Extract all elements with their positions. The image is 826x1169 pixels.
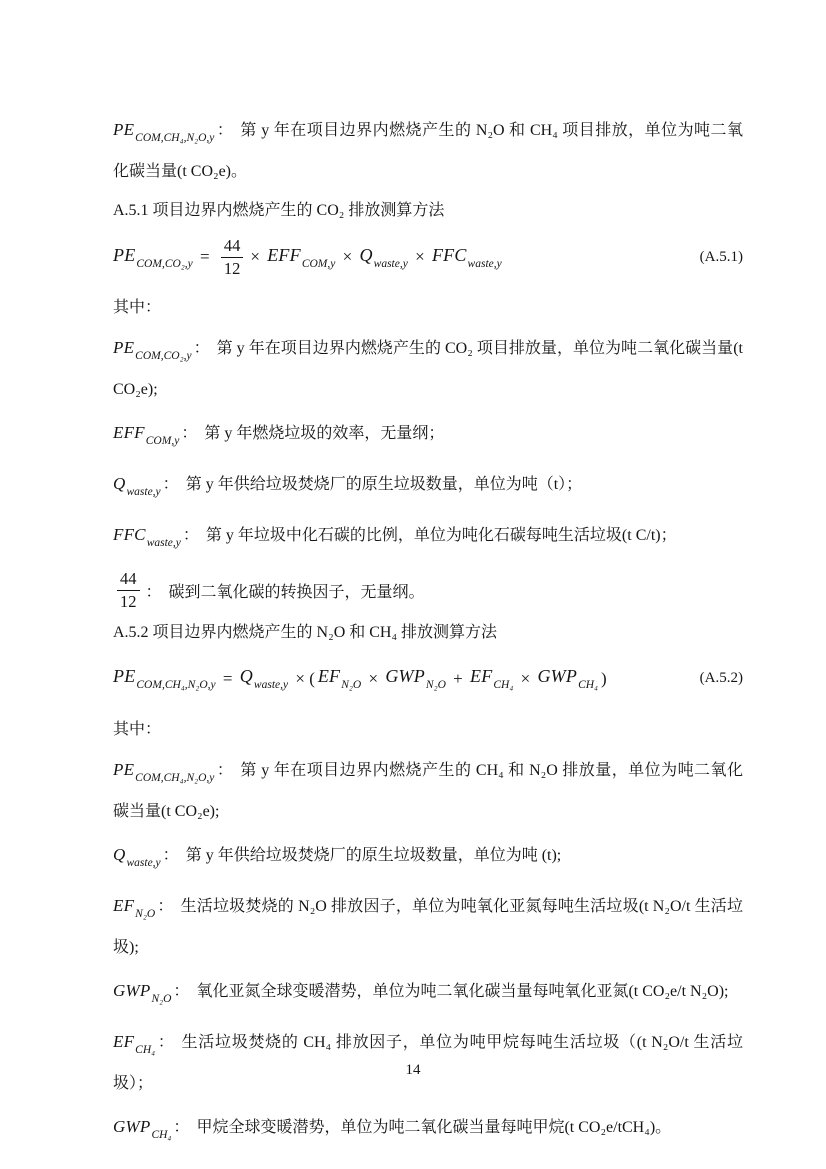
math-variable (113, 245, 193, 270)
term-separator: ： (173, 1118, 190, 1136)
term-description: 第 y 年供给垃圾焚烧厂的原生垃圾数量，单位为吨（t）； (185, 476, 583, 493)
math-variable-base: EF (113, 895, 135, 915)
math-variable (113, 1116, 172, 1141)
math-subscript: N₂O (341, 679, 362, 692)
term-description: 第 y 年垃圾中化石碳的比例，单位为吨化石碳每吨生活垃圾(t C/t)； (205, 527, 677, 544)
math-variable-base: PE (113, 120, 135, 139)
term-definition (113, 838, 743, 880)
math-operator: × (364, 668, 383, 688)
term-description: 生活垃圾焚烧的 CH₄ 排放因子，单位为吨甲烷每吨生活垃圾（(t N₂O/t 生活垃圾）； (113, 1033, 743, 1092)
math-subscript: COM,CO₂,y (135, 350, 192, 362)
math-subscript: CH₄ (135, 1043, 156, 1056)
math-variable (385, 666, 446, 691)
math-subscript: waste,y (126, 486, 161, 498)
math-variable-base: EF (470, 666, 493, 687)
term-description: 氧化亚氮全球变暖潜势，单位为吨二氧化碳当量每吨氧化亚氮(t CO₂e/t N₂O); (196, 982, 729, 1000)
term-definition (113, 518, 743, 560)
math-subscript: CH₄ (493, 679, 514, 692)
math-subscript: COM,y (145, 435, 180, 447)
math-variable (113, 474, 161, 498)
math-subscript: waste,y (373, 257, 408, 270)
math-variable (113, 844, 161, 869)
term-description: 第 y 年在项目边界内燃烧产生的 N₂O 和 CH₄ 项目排放，单位为吨二氧化碳当量(t CO₂e)。 (113, 122, 743, 180)
term-separator: ： (157, 897, 174, 915)
math-variable (113, 525, 181, 549)
math-subscript: waste,y (126, 856, 161, 869)
math-subscript: waste,y (253, 679, 289, 692)
math-variable-base: PE (113, 244, 136, 265)
math-subscript: CH₄ (578, 679, 599, 692)
math-variable-base: EF (317, 666, 341, 687)
fraction-numerator: 44 (221, 236, 244, 258)
math-variable (113, 1031, 156, 1056)
math-subscript: COM,CH₄,N₂O,y (135, 132, 215, 144)
term-separator: ： (216, 761, 234, 779)
text-line: 其中： (113, 720, 162, 738)
term-separator: ： (181, 425, 198, 442)
term-definition (113, 416, 743, 458)
math-variable-base: Q (239, 666, 253, 687)
formula-expression (113, 666, 610, 691)
section-heading: A.5.1 项目边界内燃烧产生的 CO₂ 排放测算方法 (113, 202, 445, 219)
math-subscript: waste,y (467, 257, 502, 270)
math-operator: = (195, 247, 214, 266)
term-definition (113, 753, 743, 829)
math-operator: × (338, 247, 357, 266)
term-definition (113, 113, 743, 189)
fraction-denominator: 12 (120, 591, 137, 611)
term-separator: ： (157, 1033, 175, 1051)
math-subscript: COM,CO₂,y (136, 257, 193, 270)
term-definition (113, 974, 743, 1016)
math-operator: = (218, 668, 237, 688)
document-content (113, 104, 743, 1161)
math-variable (113, 423, 180, 447)
math-operator: + (448, 668, 467, 688)
math-variable-base: FFC (431, 244, 467, 265)
term-description: 第 y 年供给垃圾焚烧厂的原生垃圾数量，单位为吨 (t); (185, 846, 562, 864)
term-definition (113, 569, 743, 612)
math-variable-base: GWP (113, 1116, 151, 1136)
math-variable-base: FFC (113, 525, 146, 544)
formula-expression (113, 236, 502, 279)
term-separator: ： (216, 122, 234, 139)
term-definition (113, 889, 743, 965)
math-variable (113, 338, 192, 362)
math-variable (113, 980, 172, 1005)
formula-row (113, 232, 743, 282)
fraction (117, 569, 140, 612)
section-heading: A.5.2 项目边界内燃烧产生的 N₂O 和 CH₄ 排放测算方法 (113, 623, 498, 641)
math-variable-base: GWP (385, 666, 425, 687)
math-subscript: N₂O (135, 907, 156, 920)
term-description: 甲烷全球变暖潜势，单位为吨二氧化碳当量每吨甲烷(t CO₂e/tCH₄)。 (196, 1118, 672, 1136)
math-variable (432, 245, 502, 270)
term-definition (113, 1110, 743, 1152)
math-variable-base: PE (113, 666, 136, 687)
math-variable-base: PE (113, 338, 135, 357)
math-variable-base: EF (113, 1031, 135, 1051)
term-separator: ： (162, 476, 179, 493)
math-subscript: COM,y (301, 257, 336, 270)
formula-row (113, 654, 743, 704)
math-subscript: N₂O (151, 992, 172, 1005)
math-variable-base: GWP (537, 666, 578, 687)
math-operator: × (250, 247, 265, 266)
page-number: 14 (405, 1062, 421, 1078)
term-separator: ： (145, 583, 162, 601)
text-line: 其中： (113, 299, 162, 316)
math-subscript: COM,CH₄,N₂O,y (135, 771, 215, 784)
math-operator: × (410, 247, 429, 266)
math-operator: ) (601, 668, 607, 688)
math-variable-base: PE (113, 759, 135, 779)
math-variable (113, 895, 156, 920)
math-subscript: N₂O (425, 679, 446, 692)
math-variable-base: GWP (113, 980, 151, 1000)
term-description: 第 y 年燃烧垃圾的效率，无量纲； (204, 425, 445, 442)
math-subscript: CH₄ (151, 1128, 172, 1141)
term-separator: ： (193, 340, 210, 357)
math-variable (537, 666, 598, 691)
term-definition (113, 331, 743, 407)
term-description: 第 y 年在项目边界内燃烧产生的 CH₄ 和 N₂O 排放量，单位为吨二氧化碳当量(t CO₂e); (113, 761, 743, 820)
math-variable (113, 120, 215, 144)
term-description: 碳到二氧化碳的转换因子，无量纲。 (168, 583, 425, 601)
term-separator: ： (162, 846, 179, 864)
fraction-numerator: 44 (117, 569, 140, 591)
math-variable-base: EFF (113, 423, 145, 442)
fraction-denominator: 12 (223, 258, 241, 278)
math-subscript: COM,CH₄,N₂O,y (136, 679, 216, 692)
math-variable (318, 666, 361, 691)
formula-label: (A.5.1) (699, 248, 743, 265)
math-variable (113, 666, 216, 691)
term-separator: ： (182, 527, 199, 544)
math-variable (267, 245, 335, 270)
formula-label: (A.5.2) (699, 670, 743, 687)
fraction (221, 236, 244, 279)
term-definition (113, 467, 743, 509)
math-variable-base: Q (113, 474, 126, 493)
math-subscript: waste,y (146, 537, 181, 549)
math-variable-base: Q (113, 844, 126, 864)
math-operator: × (516, 668, 535, 688)
term-description: 第 y 年在项目边界内燃烧产生的 CO₂ 项目排放量，单位为吨二氧化碳当量(t CO₂e); (113, 340, 743, 398)
math-variable (240, 666, 288, 691)
math-variable (359, 245, 407, 270)
term-separator: ： (173, 982, 190, 1000)
math-variable (470, 666, 513, 691)
math-variable (113, 759, 215, 784)
math-variable-base: Q (359, 244, 373, 265)
term-description: 生活垃圾焚烧的 N₂O 排放因子，单位为吨氧化亚氮每吨生活垃圾(t N₂O/t 生活垃圾); (113, 897, 743, 956)
math-operator: × ( (291, 668, 315, 688)
math-variable-base: EFF (267, 244, 301, 265)
